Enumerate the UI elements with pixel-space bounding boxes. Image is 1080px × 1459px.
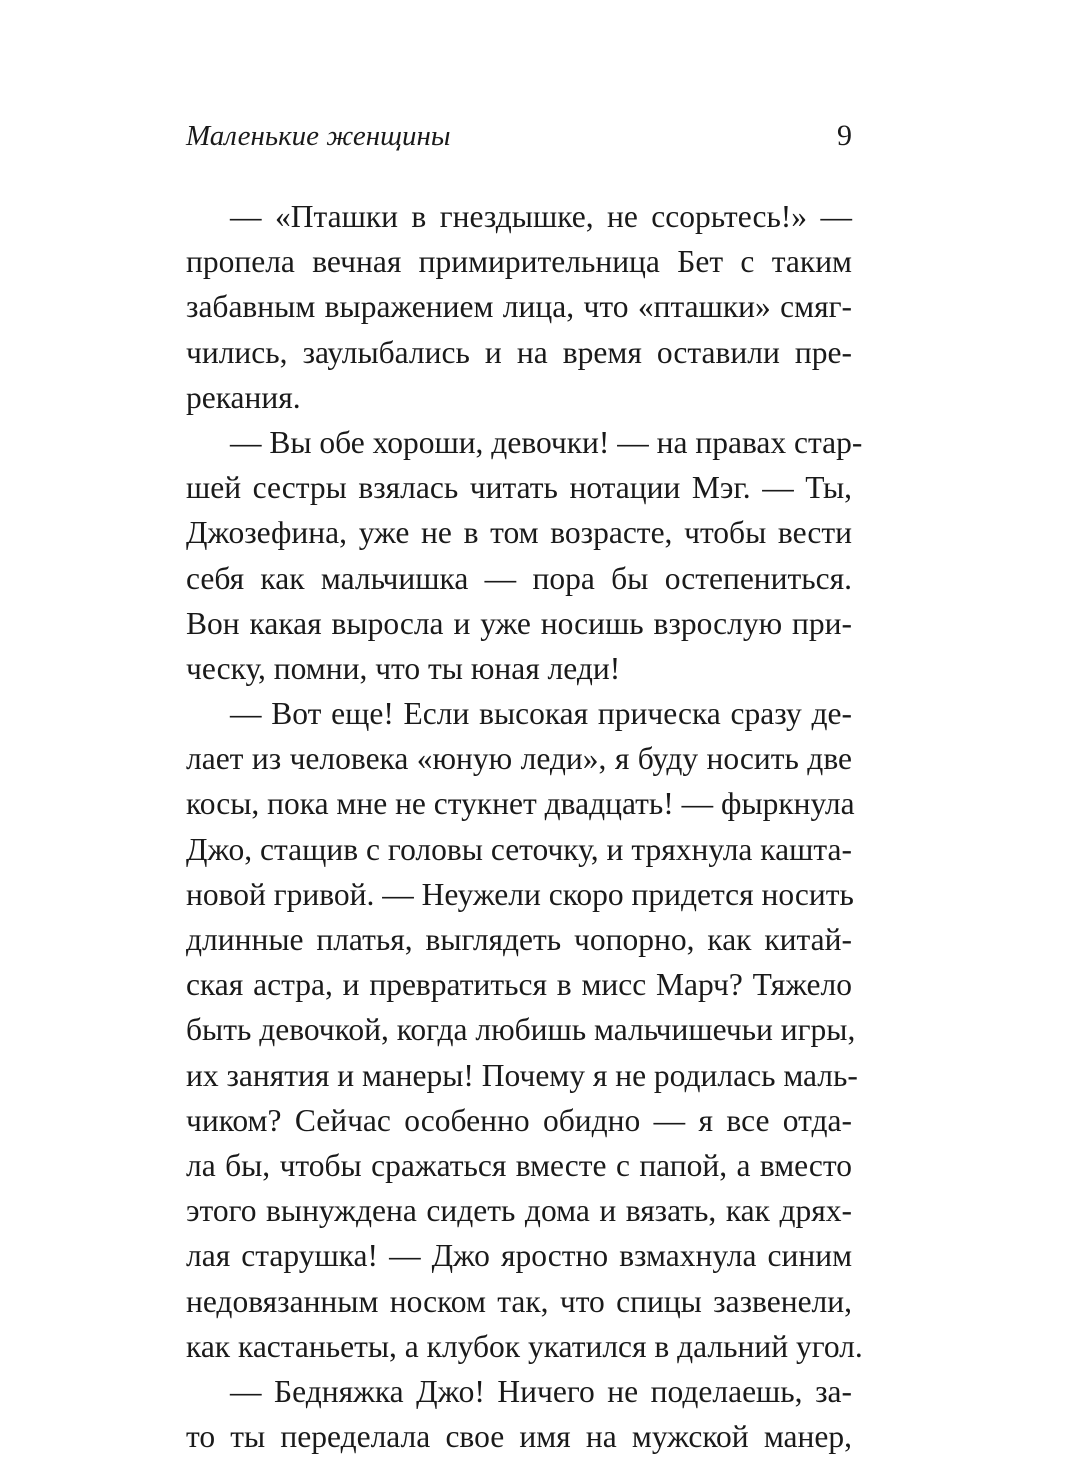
text-line: чились, заулыбались и на время оставили пре-: [186, 334, 852, 370]
text-line: новой гривой. — Неужели скоро придется носить: [186, 876, 854, 912]
text-line: чиком? Сейчас особенно обидно — я все отда-: [186, 1102, 852, 1138]
text-line: то ты переделала свое имя на мужской манер,: [186, 1419, 852, 1455]
text-line: косы, пока мне не стукнет двадцать! — фыркнула: [186, 786, 855, 822]
body-text: [186, 194, 863, 1459]
text-line: пропела вечная примирительница Бет с таким: [186, 244, 852, 280]
text-line: их занятия и манеры! Почему я не родилась маль-: [186, 1057, 858, 1093]
text-line: Вон какая выросла и уже носишь взрослую при-: [186, 605, 852, 641]
text-line: этого вынуждена сидеть дома и вязать, как дрях-: [186, 1193, 852, 1229]
text-line: Джозефина, уже не в том возрасте, чтобы вести: [186, 515, 852, 551]
text-line: Джо, стащив с головы сеточку, и тряхнула кашта-: [186, 831, 852, 867]
book-title: Маленькие женщины: [186, 120, 451, 152]
text-line: шей сестры взялась читать нотации Мэг. — Ты,: [186, 470, 852, 506]
text-line: лая старушка! — Джо яростно взмахнула синим: [186, 1238, 852, 1274]
text-line: — «Пташки в гнездышке, не ссорьтесь!» —: [230, 199, 852, 234]
text-line: ская астра, и превратиться в мисс Марч? Тяжело: [186, 967, 852, 1003]
text-line: быть девочкой, когда любишь мальчишечьи игры,: [186, 1012, 856, 1048]
text-line: рекания.: [186, 379, 301, 415]
text-line: — Бедняжка Джо! Ничего не поделаешь, за-: [230, 1373, 852, 1409]
text-line: себя как мальчишка — пора бы остепениться.: [186, 560, 852, 596]
text-line: длинные платья, выглядеть чопорно, как китай-: [186, 922, 852, 957]
page-number: 9: [837, 119, 852, 152]
text-line: — Вы обе хороши, девочки! — на правах стар-: [230, 424, 863, 460]
text-line: ла бы, чтобы сражаться вместе с папой, а вместо: [186, 1147, 852, 1183]
text-line: забавным выражением лица, что «пташки» смяг-: [186, 289, 852, 325]
text-line: ческу, помни, что ты юная леди!: [186, 650, 621, 686]
running-head: [186, 116, 852, 156]
text-line: как кастаньеты, а клубок укатился в дальний угол.: [186, 1328, 863, 1364]
text-line: недовязанным носком так, что спицы зазвенели,: [186, 1283, 852, 1319]
text-line: — Вот еще! Если высокая прическа сразу де-: [230, 696, 852, 732]
book-page: [186, 0, 863, 1455]
text-line: лает из человека «юную леди», я буду носить две: [186, 741, 852, 777]
